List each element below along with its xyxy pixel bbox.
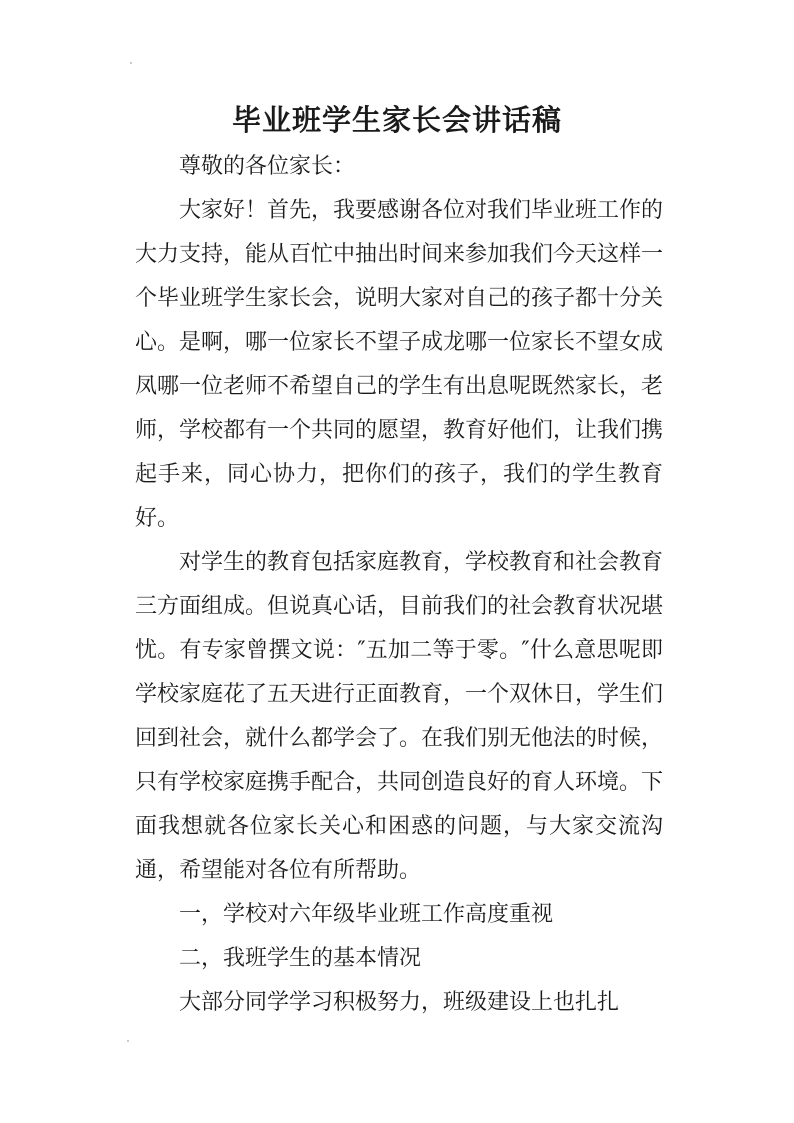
section-heading-2: 二，我班学生的基本情况 xyxy=(179,946,422,971)
document-title: 毕业班学生家长会讲话稿 xyxy=(231,103,562,137)
paragraph-education: 对学生的教育包括家庭教育，学校教育和社会教育三方面组成。但说真心话，目前我们的社会教育状况堪忧。有专家曾撰文说：″五加二等于零。″什么意思呢即学校家庭花了五天进行正面教育，一个双休日，学生们回到社会，就什么都学会了。在我们别无他法的时候，只有学校家庭携手配合，共同创造良好的育人环境。下面我想就各位家长关心和困惑的问题，与大家交流沟通，希望能对各位有所帮助。 xyxy=(135,550,664,883)
scan-speck xyxy=(127,1040,129,1042)
salutation: 尊敬的各位家长： xyxy=(179,154,356,179)
paragraph-class-situation: 大部分同学学习积极努力，班级建设上也扎扎 xyxy=(179,990,620,1015)
section-heading-1: 一，学校对六年级毕业班工作高度重视 xyxy=(179,902,554,927)
scan-speck xyxy=(130,62,132,64)
document-body xyxy=(135,145,663,1025)
paragraph-greeting: 大家好！首先，我要感谢各位对我们毕业班工作的大力支持，能从百忙中抽出时间来参加我们今天这样一个毕业班学生家长会，说明大家对自己的孩子都十分关心。是啊，哪一位家长不望子成龙哪一位家长不望女成凤哪一位老师不希望自己的学生有出息呢既然家长，老师，学校都有一个共同的愿望，教育好他们，让我们携起手来，同心协力，把你们的孩子，我们的学生教育好。 xyxy=(135,198,664,531)
